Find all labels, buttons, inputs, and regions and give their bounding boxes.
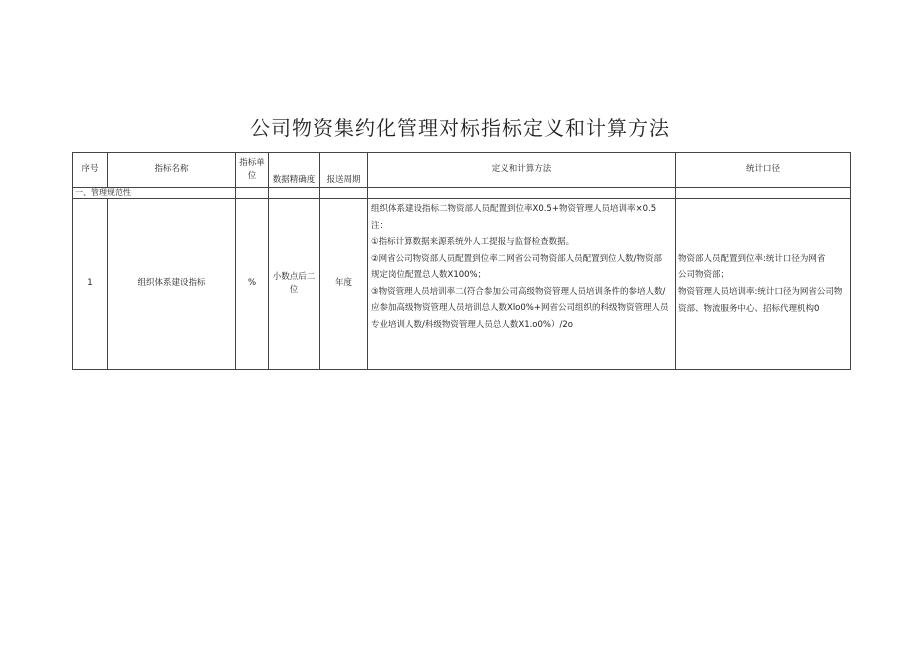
section-row <box>73 188 851 199</box>
header-unit: 指标单位 <box>236 153 269 188</box>
cell-seq: 1 <box>73 199 108 370</box>
header-definition: 定义和计算方法 <box>368 153 676 188</box>
definition-line: ①指标计算数据来源系统外人工提报与监督检查数据。 <box>371 237 575 248</box>
stat-line: 资部、物流服务中心、招标代理机构0 <box>678 303 820 314</box>
definition-line: 规定岗位配置总人数X100%； <box>371 270 487 281</box>
header-period: 报送周期 <box>320 153 368 188</box>
cell-unit: % <box>236 199 269 370</box>
stat-line: 公司物资部； <box>678 270 730 281</box>
document-title: 公司物资集约化管理对标指标定义和计算方法 <box>250 116 670 140</box>
cell-period: 年度 <box>320 199 368 370</box>
table-row <box>73 199 851 370</box>
indicator-table <box>72 152 851 370</box>
definition-line: 专业培训人数/科级物资管理人员总人数X1.o0%）/2o <box>371 319 573 330</box>
header-name: 指标名称 <box>108 153 236 188</box>
cell-stat <box>676 199 851 370</box>
definition-line: 应参加高级物资管理人员培训总人数Xlo0%+网省公司组织的科级物资管理人员 <box>371 303 669 314</box>
cell-name: 组织体系建设指标 <box>108 199 236 370</box>
stat-line: 物资管理人员培训率:统计口径为网省公司物 <box>678 287 843 297</box>
cell-definition <box>368 199 676 370</box>
cell-precision: 小数点后二位 <box>269 199 320 370</box>
definition-line: 注： <box>371 220 389 231</box>
table-header-row <box>73 153 851 188</box>
section-label: 一、管理规范性 <box>73 188 236 199</box>
header-stat: 统计口径 <box>676 153 851 188</box>
definition-line: 组织体系建设指标二物资部人员配置到位率X0.5+物资管理人员培训率×0.5 <box>371 204 657 214</box>
header-seq: 序号 <box>73 153 108 188</box>
definition-line: ③物资管理人员培训率二(符合参加公司高级物资管理人员培训条件的参培人数/ <box>371 286 666 297</box>
definition-line: ②网省公司物资部人员配置到位率二网省公司物资部人员配置到位人数/物资部 <box>371 253 662 264</box>
header-precision: 数据精确度 <box>269 153 320 188</box>
stat-line: 物资部人员配置到位率:统计口径为网省 <box>678 253 826 264</box>
